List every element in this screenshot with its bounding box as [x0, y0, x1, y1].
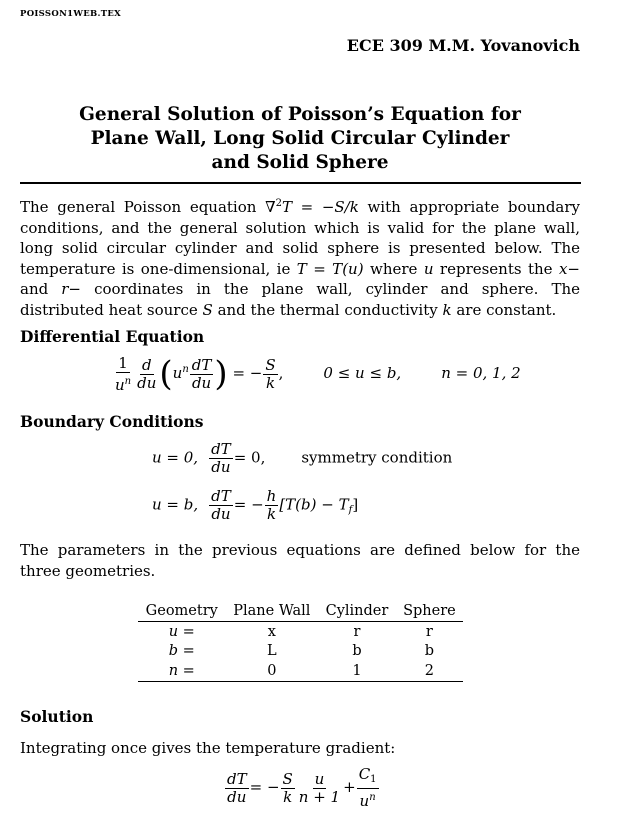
- title-rule: [20, 182, 581, 184]
- parameters-paragraph: The parameters in the previous equations are defined below for the three geometries.: [20, 541, 580, 580]
- boundary-conditions-heading: Boundary Conditions: [20, 412, 204, 431]
- table-cell: u =: [168, 623, 195, 640]
- document-title: [0, 103, 600, 175]
- title-line-2: Plane Wall, Long Solid Circular Cylinder: [90, 128, 510, 149]
- table-header-cell: Sphere: [396, 600, 463, 622]
- solution-heading: Solution: [20, 707, 94, 726]
- table-cell: L: [267, 642, 277, 659]
- frac-dT-du: $\frac{dT}{du}$: [191, 355, 212, 392]
- frac-S-k: $\frac{S}{k}$: [265, 355, 276, 392]
- table-cell: 2: [396, 660, 463, 682]
- frac-one-over-un: $\frac{1}{u^n}$: [115, 353, 132, 394]
- course-author: ECE 309 M.M. Yovanovich: [346, 36, 580, 55]
- table-header-cell: Plane Wall: [226, 600, 319, 622]
- table-header-cell: Cylinder: [318, 600, 396, 622]
- intro-paragraph: The general Poisson equation ∇$^2$T = −S/k with appropriate boundary conditions, and the general solution which is valid for the plane wall, long solid circular cylinder and solid sphere is presented below. The temperature is one-dimensional, ie T = T(u) where u represents the x− and r− coordinates in the plane wall, cylinder and sphere. The distributed heat source S and the thermal conductivity k are constant.: [20, 198, 581, 319]
- table-cell: b: [424, 642, 435, 659]
- boundary-condition-2: u = b, $\frac{dT}{du}$ = − $\frac{h}{k}$ $[T(b) - T_f]$: [152, 487, 359, 523]
- table-row: [138, 641, 463, 660]
- table-cell: 1: [318, 660, 396, 682]
- geometry-table: [138, 600, 463, 682]
- table-cell: r: [353, 623, 361, 640]
- title-line-3: and Solid Sphere: [211, 152, 389, 173]
- symmetry-note: symmetry condition: [301, 448, 453, 467]
- title-line-1: General Solution of Poisson’s Equation for: [79, 104, 521, 125]
- boundary-condition-1: u = 0, $\frac{dT}{du}$ = 0, symmetry condition: [152, 440, 453, 476]
- table-cell: b: [352, 642, 362, 659]
- table-row: [138, 660, 463, 682]
- table-cell: x: [267, 623, 276, 640]
- table-cell: 0: [226, 660, 319, 682]
- differential-equation: $\frac{1}{u^n}$ $\frac{d}{du}$ ($u^n$ $\frac{dT}{du}$ ) = − $\frac{S}{k}$ , 0 ≤ u ≤ b, n = 0, 1, 2: [115, 353, 521, 394]
- table-header-row: [138, 600, 463, 622]
- table-cell: r: [425, 623, 433, 640]
- table-header-cell: Geometry: [138, 600, 226, 622]
- file-name: POISSON1WEB.TEX: [20, 9, 122, 19]
- table-cell: n =: [138, 660, 226, 682]
- table-row: [138, 622, 463, 642]
- frac-d-du: $\frac{d}{du}$: [137, 355, 157, 392]
- solution-text: Integrating once gives the temperature gradient:: [20, 739, 396, 757]
- table-cell: b =: [168, 642, 195, 659]
- temperature-gradient-equation: $\frac{dT}{du}$ = − $\frac{S}{k}$ $\frac{u}{n + 1}$ + $\frac{C_1}{u^n}$: [227, 765, 377, 810]
- differential-equation-heading: Differential Equation: [20, 327, 205, 346]
